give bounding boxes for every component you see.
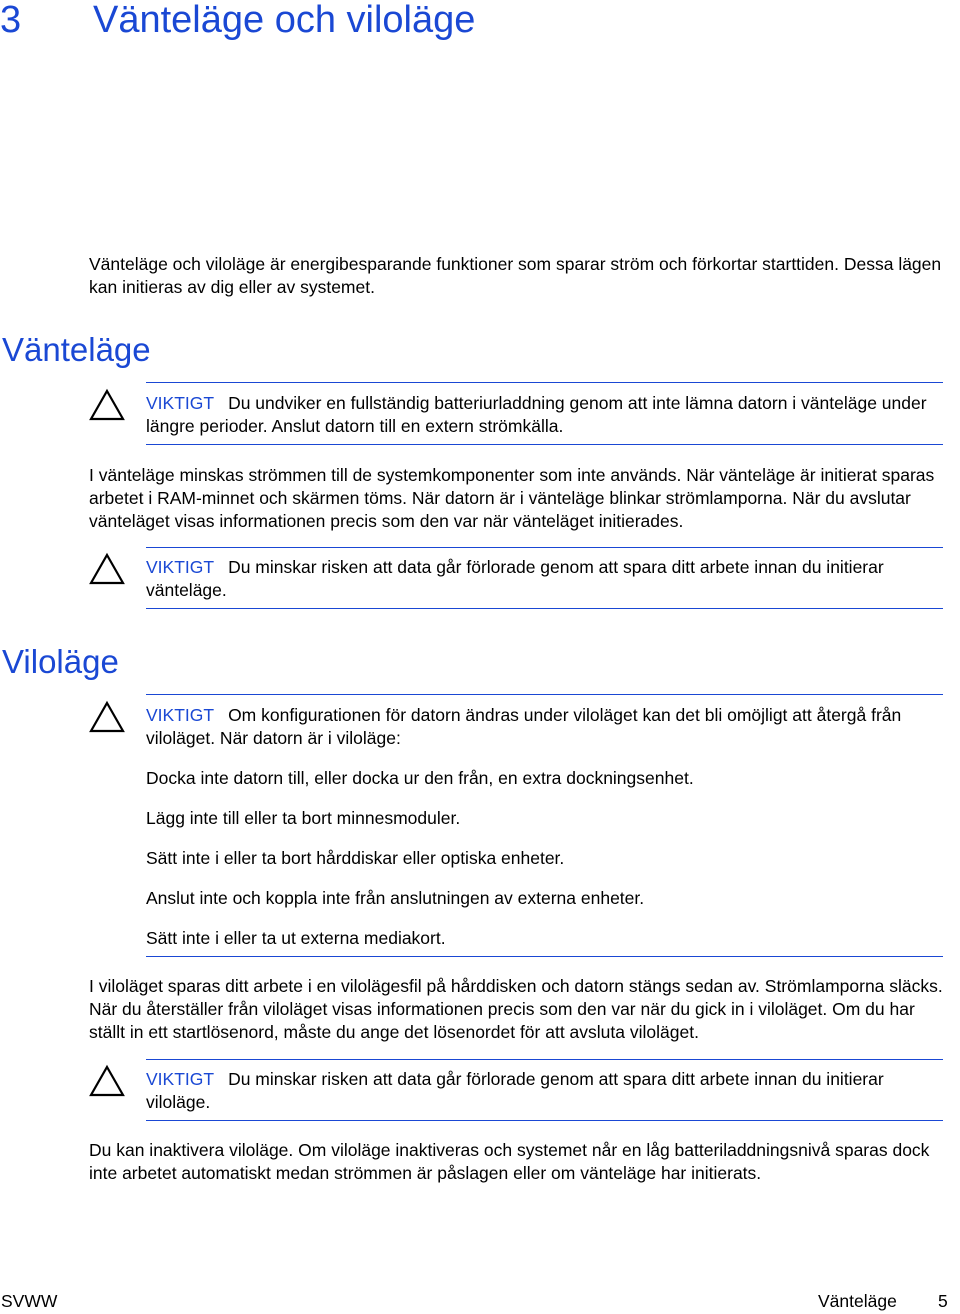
- intro-paragraph: Vänteläge och viloläge är energibesparande funktioner som sparar ström och förkortar starttiden. Dessa lägen kan initieras av dig eller av systemet.: [89, 254, 942, 297]
- note-rule-top: [146, 382, 943, 383]
- note-rule-top: [146, 1059, 943, 1060]
- warning-triangle-icon: [88, 388, 126, 422]
- footer-section: Vänteläge: [818, 1291, 897, 1311]
- note-text: Du minskar risken att data går förlorade genom att spara ditt arbete innan du initierar viloläge.: [146, 1069, 884, 1112]
- note-text: Du undviker en fullständig batteriurladdning genom att inte lämna datorn i vänteläge under längre perioder. Anslut datorn till en extern strömkälla.: [146, 393, 927, 436]
- page-number: 5: [938, 1291, 948, 1311]
- note-rule-bottom: [146, 608, 943, 609]
- list-item: Sätt inte i eller ta bort hårddiskar eller optiska enheter.: [146, 848, 565, 868]
- warning-triangle-icon: [88, 700, 126, 734]
- note-label: VIKTIGT: [146, 1069, 215, 1089]
- list-item: Lägg inte till eller ta bort minnesmoduler.: [146, 808, 461, 828]
- list-item: Sätt inte i eller ta ut externa mediakort.: [146, 928, 446, 948]
- section-heading-standby: Vänteläge: [2, 331, 151, 368]
- warning-triangle-icon: [88, 552, 126, 586]
- hibernation-body-paragraph: I viloläget sparas ditt arbete i en vilolägesfil på hårddisken och datorn stängs sedan av. Strömlamporna släcks. När du återställer från viloläget visas informationen precis som den var när du gick in i viloläget. Om du har ställt in ett startlösenord, måste du ange det lösenordet för att avsluta viloläget.: [89, 976, 943, 1042]
- note-label: VIKTIGT: [146, 393, 215, 413]
- chapter-number: 3: [0, 0, 22, 41]
- note-text: Du minskar risken att data går förlorade genom att spara ditt arbete innan du initierar vänteläge.: [146, 557, 884, 600]
- note-rule-top: [146, 547, 943, 548]
- footer-left: SVWW: [1, 1291, 58, 1311]
- note-hibernation-2: [146, 1068, 946, 1114]
- note-text: Om konfigurationen för datorn ändras under viloläget kan det bli omöjligt att återgå från viloläget. När datorn är i viloläge:: [146, 705, 902, 748]
- note-rule-bottom: [146, 1120, 943, 1121]
- chapter-heading: [0, 0, 475, 46]
- list-item: Anslut inte och koppla inte från anslutningen av externa enheter.: [146, 888, 645, 908]
- note-rule-bottom: [146, 956, 943, 957]
- note-hibernation-1: [146, 704, 946, 750]
- list-item: Docka inte datorn till, eller docka ur den från, en extra dockningsenhet.: [146, 768, 694, 788]
- note-rule-top: [146, 694, 943, 695]
- note-rule-bottom: [146, 444, 943, 445]
- hibernation-disable-paragraph: Du kan inaktivera viloläge. Om viloläge inaktiveras och systemet når en låg batteriladdningsnivå sparas dock inte arbetet automatiskt medan strömmen är påslagen eller om vänteläge har initierats.: [89, 1140, 930, 1183]
- warning-triangle-icon: [88, 1064, 126, 1098]
- note-label: VIKTIGT: [146, 705, 215, 725]
- note-standby-2: [146, 556, 946, 602]
- note-label: VIKTIGT: [146, 557, 215, 577]
- chapter-title: Vänteläge och viloläge: [93, 0, 476, 41]
- section-heading-hibernation: Viloläge: [2, 643, 119, 680]
- standby-body-paragraph: I vänteläge minskas strömmen till de systemkomponenter som inte används. När vänteläge är initierat sparas arbetet i RAM-minnet och skärmen töms. När datorn är i vänteläge blinkar strömlamporna. När du avslutar vänteläget visas informationen precis som den var när vänteläget initierades.: [89, 465, 935, 531]
- note-standby-1: [146, 392, 946, 438]
